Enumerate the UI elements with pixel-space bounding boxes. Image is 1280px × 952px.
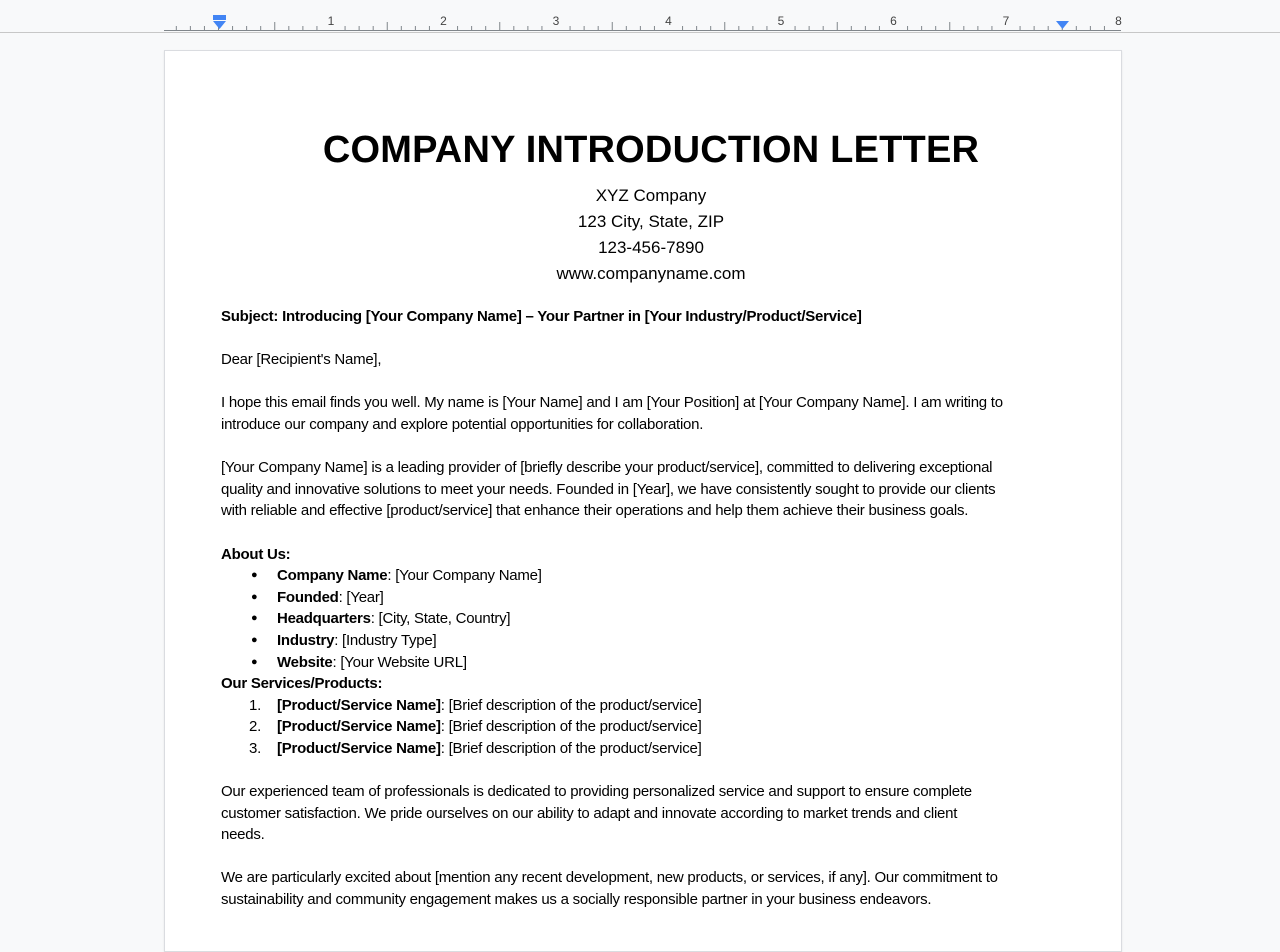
list-item-label: [Product/Service Name] (277, 696, 441, 714)
ruler-label: 7 (1002, 14, 1010, 28)
paragraph-company (221, 457, 1091, 522)
services-heading: Our Services/Products: (221, 675, 383, 693)
list-item-label: [Product/Service Name] (277, 718, 441, 736)
list-item-value: : [Brief description of the product/service] (440, 739, 702, 757)
document-title: COMPANY INTRODUCTION LETTER (322, 129, 980, 171)
bullet-icon: ● (251, 633, 258, 646)
text-line: with reliable and effective [product/service] that enhance their operations and help them achieve their business goals. (221, 502, 969, 520)
first-line-indent-handle[interactable] (213, 15, 226, 20)
list-item-label: Headquarters (277, 610, 371, 628)
list-item-value: : [Brief description of the product/service] (440, 718, 702, 736)
list-item-label: Website (277, 653, 333, 671)
list-item (221, 587, 1091, 609)
list-item-value: : [Industry Type] (334, 631, 437, 649)
text-line: We are particularly excited about [mention any recent development, new products, or services, if any]. Our commitment to (221, 869, 998, 887)
ruler-label: 6 (890, 14, 897, 28)
services-list (221, 695, 1091, 760)
list-item (221, 716, 1091, 738)
text-line: sustainability and community engagement makes us a socially responsible partner in your business endeavors. (221, 891, 932, 909)
about-list (221, 565, 1091, 673)
list-item-label: [Product/Service Name] (277, 739, 441, 757)
paragraph-excited (221, 867, 1091, 910)
company-address (221, 183, 1081, 287)
text-line: Our experienced team of professionals is dedicated to providing personalized service and support to ensure complete (221, 783, 972, 801)
left-indent-handle[interactable] (213, 21, 226, 29)
list-item-value: : [Brief description of the product/service] (440, 696, 702, 714)
list-item (221, 738, 1091, 760)
bullet-icon: ● (251, 612, 258, 625)
right-indent-handle[interactable] (1056, 21, 1069, 29)
text-line: customer satisfaction. We pride ourselves on our ability to adapt and innovate according to market trends and client (221, 804, 958, 822)
company-website: www.companyname.com (556, 264, 746, 283)
horizontal-ruler[interactable] (0, 0, 1280, 33)
list-item (221, 565, 1091, 587)
document-page[interactable] (164, 50, 1122, 952)
list-item-value: : [Year] (338, 588, 384, 606)
ruler-label: 2 (440, 14, 447, 28)
ruler-label: 1 (327, 14, 335, 28)
letter-body[interactable] (221, 306, 1091, 911)
about-heading: About Us: (221, 545, 291, 563)
list-item (221, 630, 1091, 652)
paragraph-team (221, 781, 1091, 846)
company-name: XYZ Company (595, 186, 707, 205)
list-item (221, 608, 1091, 630)
list-marker: 3. (249, 739, 262, 757)
list-marker: 2. (249, 718, 262, 736)
list-item (221, 652, 1091, 674)
text-line: I hope this email finds you well. My name is [Your Name] and I am [Your Position] at [Your Company Name]. I am writing to (221, 394, 1003, 412)
ruler-label: 3 (552, 14, 560, 28)
company-phone: 123-456-7890 (598, 238, 704, 257)
greeting: Dear [Recipient's Name], (221, 351, 382, 369)
ruler-label: 4 (665, 14, 672, 28)
list-item-label: Industry (277, 631, 335, 649)
paragraph-intro (221, 392, 1091, 435)
list-item-value: : [City, State, Country] (370, 610, 511, 628)
list-item-label: Founded (277, 588, 339, 606)
text-line: introduce our company and explore potential opportunities for collaboration. (221, 415, 704, 433)
list-item-value: : [Your Website URL] (332, 653, 467, 671)
company-street: 123 City, State, ZIP (577, 212, 725, 231)
ruler-label: 8 (1115, 14, 1122, 28)
ruler-ticks (0, 0, 1280, 32)
list-item (221, 695, 1091, 717)
bullet-icon: ● (251, 590, 258, 603)
ruler-label: 5 (777, 14, 785, 28)
list-item-value: : [Your Company Name] (387, 567, 542, 585)
bullet-icon: ● (251, 655, 258, 668)
list-marker: 1. (249, 696, 262, 714)
text-line: quality and innovative solutions to meet your needs. Founded in [Year], we have consistently sought to provide our clients (221, 480, 996, 498)
text-line: needs. (221, 826, 265, 844)
list-item-label: Company Name (277, 567, 388, 585)
bullet-icon: ● (251, 569, 258, 582)
subject-line: Subject: Introducing [Your Company Name] – Your Partner in [Your Industry/Product/Service] (221, 308, 862, 325)
text-line: [Your Company Name] is a leading provider of [briefly describe your product/service], committed to delivering exceptional (221, 459, 993, 477)
